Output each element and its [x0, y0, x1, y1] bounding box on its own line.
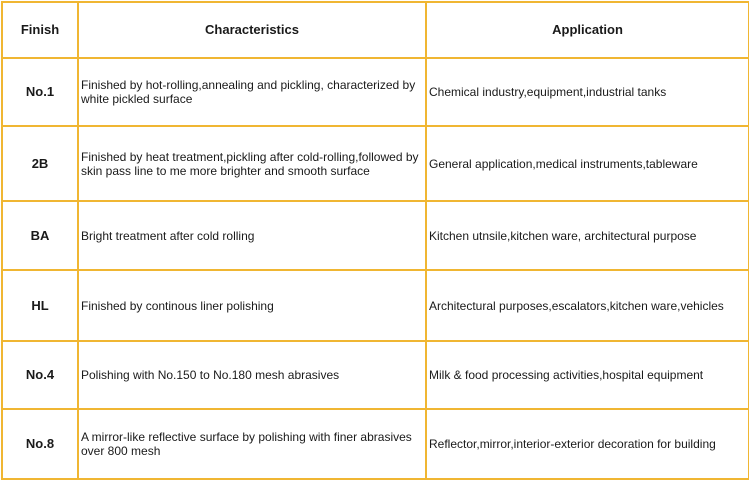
application-cell: Chemical industry,equipment,industrial tanks — [426, 58, 749, 126]
characteristics-cell: Bright treatment after cold rolling — [78, 201, 426, 270]
finish-cell: No.1 — [2, 58, 78, 126]
finish-table — [1, 1, 749, 480]
header-row — [2, 2, 749, 58]
table-row — [2, 270, 749, 341]
application-cell: Milk & food processing activities,hospital equipment — [426, 341, 749, 409]
application-cell: Reflector,mirror,interior-exterior decoration for building — [426, 409, 749, 479]
finish-cell: BA — [2, 201, 78, 270]
application-cell: Kitchen utnsile,kitchen ware, architectural purpose — [426, 201, 749, 270]
header-characteristics: Characteristics — [78, 2, 426, 58]
finish-cell: 2B — [2, 126, 78, 201]
characteristics-cell: A mirror-like reflective surface by polishing with finer abrasives over 800 mesh — [78, 409, 426, 479]
characteristics-cell: Finished by continous liner polishing — [78, 270, 426, 341]
characteristics-cell: Polishing with No.150 to No.180 mesh abrasives — [78, 341, 426, 409]
table-row — [2, 126, 749, 201]
characteristics-cell: Finished by hot-rolling,annealing and pickling, characterized by white pickled surface — [78, 58, 426, 126]
table-row — [2, 58, 749, 126]
finish-cell: No.4 — [2, 341, 78, 409]
header-application: Application — [426, 2, 749, 58]
table-row — [2, 341, 749, 409]
application-cell: General application,medical instruments,tableware — [426, 126, 749, 201]
finish-cell: No.8 — [2, 409, 78, 479]
finish-cell: HL — [2, 270, 78, 341]
table-row — [2, 409, 749, 479]
characteristics-cell: Finished by heat treatment,pickling after cold-rolling,followed by skin pass line to me more brighter and smooth surface — [78, 126, 426, 201]
header-finish: Finish — [2, 2, 78, 58]
application-cell: Architectural purposes,escalators,kitchen ware,vehicles — [426, 270, 749, 341]
table-row — [2, 201, 749, 270]
